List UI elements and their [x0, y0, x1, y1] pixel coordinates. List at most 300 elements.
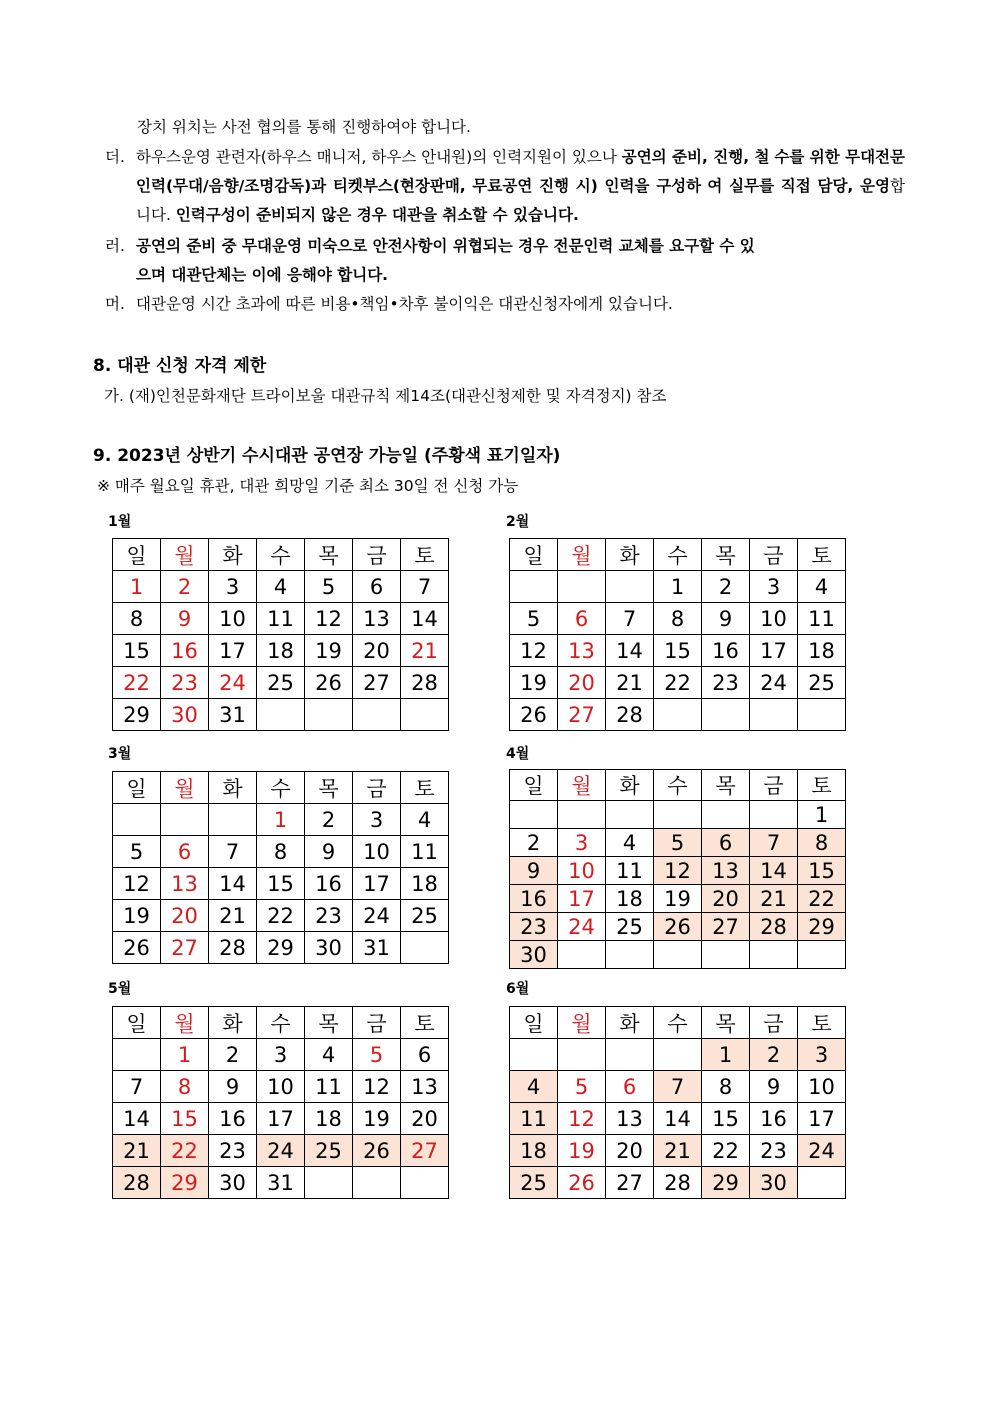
calendar-week-row	[113, 1135, 449, 1167]
section8-heading: 8. 대관 신청 자격 제한	[93, 356, 267, 376]
calendar-day: 4	[257, 571, 305, 603]
calendar-week-row	[510, 1103, 846, 1135]
calendar-week-row	[510, 699, 846, 731]
calendar-empty-cell	[510, 1039, 558, 1071]
calendar-day: 28	[113, 1167, 161, 1199]
calendar-apr	[509, 769, 846, 969]
item-meo-text: 대관운영 시간 초과에 따른 비용•책임•차후 불이익은 대관신청자에게 있습니다.	[136, 295, 673, 313]
calendar-day: 11	[798, 603, 846, 635]
calendar-day: 16	[510, 885, 558, 913]
calendar-day: 14	[606, 635, 654, 667]
calendar-day: 31	[209, 699, 257, 731]
calendar-empty-cell	[558, 941, 606, 969]
calendar-empty-cell	[401, 699, 449, 731]
weekday-header: 토	[401, 1007, 449, 1039]
calendar-empty-cell	[353, 1167, 401, 1199]
calendar-day: 14	[113, 1103, 161, 1135]
calendar-empty-cell	[257, 699, 305, 731]
calendar-day: 9	[305, 836, 353, 868]
calendar-day: 31	[257, 1167, 305, 1199]
calendar-day: 12	[353, 1071, 401, 1103]
calendar-day: 19	[113, 900, 161, 932]
calendar-day: 25	[401, 900, 449, 932]
weekday-header: 일	[113, 539, 161, 571]
calendar-day: 3	[558, 829, 606, 857]
item-deo-seg3: 수를 위한 무대전문인력(무대/음향/조명감독)과 티켓부스(현장판매, 무료공연 진행 시) 인력을 구성하	[136, 148, 905, 195]
calendar-day: 21	[113, 1135, 161, 1167]
calendar-day: 17	[558, 885, 606, 913]
calendar-day: 1	[654, 571, 702, 603]
calendar-day: 24	[558, 913, 606, 941]
calendar-day: 7	[606, 603, 654, 635]
calendar-day: 22	[113, 667, 161, 699]
calendar-day: 19	[654, 885, 702, 913]
calendar-day: 19	[558, 1135, 606, 1167]
calendar-day: 16	[209, 1103, 257, 1135]
weekday-header: 금	[353, 1007, 401, 1039]
calendar-day: 20	[606, 1135, 654, 1167]
calendar-week-row	[510, 1135, 846, 1167]
calendar-day: 8	[798, 829, 846, 857]
calendar-day: 5	[113, 836, 161, 868]
calendar-day: 27	[353, 667, 401, 699]
calendar-week-row	[510, 571, 846, 603]
calendar-week-row	[113, 932, 449, 964]
calendar-week-row	[510, 667, 846, 699]
calendar-day: 13	[401, 1071, 449, 1103]
calendar-day: 12	[113, 868, 161, 900]
calendar-day: 30	[750, 1167, 798, 1199]
item-reo-line1: 공연의 준비 중 무대운영 미숙으로 안전사항이 위협되는 경우 전문인력 교체를 요구할 수 있	[136, 237, 755, 255]
calendar-day: 26	[558, 1167, 606, 1199]
calendar-empty-cell	[209, 804, 257, 836]
calendar-day: 18	[257, 635, 305, 667]
calendar-day: 20	[558, 667, 606, 699]
calendar-day: 28	[401, 667, 449, 699]
weekday-header: 토	[401, 772, 449, 804]
calendar-empty-cell	[750, 801, 798, 829]
calendar-week-row	[510, 885, 846, 913]
calendar-empty-cell	[654, 941, 702, 969]
item-deo-seg2: 공연의 준비, 진행, 철	[621, 148, 770, 166]
calendar-day: 12	[654, 857, 702, 885]
item-meo	[105, 290, 905, 319]
calendar-week-row	[510, 1039, 846, 1071]
calendar-day: 12	[305, 603, 353, 635]
calendar-day: 23	[702, 667, 750, 699]
calendar-day: 20	[702, 885, 750, 913]
weekday-header: 일	[510, 1007, 558, 1039]
calendar-may	[112, 1006, 449, 1199]
calendar-day: 1	[113, 571, 161, 603]
calendar-day: 8	[113, 603, 161, 635]
weekday-header: 월	[558, 770, 606, 801]
weekday-header: 화	[606, 539, 654, 571]
calendar-day: 29	[257, 932, 305, 964]
weekday-header: 월	[558, 1007, 606, 1039]
calendar-week-row	[510, 801, 846, 829]
calendar-week-row	[510, 603, 846, 635]
calendar-empty-cell	[113, 1039, 161, 1071]
calendar-empty-cell	[558, 1039, 606, 1071]
calendar-day: 21	[209, 900, 257, 932]
calendar-day: 20	[401, 1103, 449, 1135]
calendar-mar	[112, 771, 449, 964]
calendar-day: 31	[353, 932, 401, 964]
calendar-week-row	[510, 941, 846, 969]
calendar-week-row	[113, 836, 449, 868]
weekday-header: 토	[798, 1007, 846, 1039]
calendar-day: 7	[654, 1071, 702, 1103]
calendar-day: 15	[113, 635, 161, 667]
month-label-jan: 1월	[108, 514, 132, 530]
calendar-day: 7	[401, 571, 449, 603]
calendar-day: 4	[305, 1039, 353, 1071]
continuation-line: 장치 위치는 사전 협의를 통해 진행하여야 합니다.	[137, 118, 471, 136]
calendar-day: 22	[702, 1135, 750, 1167]
item-deo-seg1: 하우스운영 관련자(하우스 매니저, 하우스 안내원)의 인력지원이 있으나	[136, 148, 622, 166]
calendar-empty-cell	[510, 571, 558, 603]
calendar-jan	[112, 538, 449, 731]
calendar-day: 2	[209, 1039, 257, 1071]
calendar-week-row	[113, 1167, 449, 1199]
calendar-empty-cell	[606, 1039, 654, 1071]
weekday-header: 금	[750, 1007, 798, 1039]
calendar-day: 19	[510, 667, 558, 699]
calendar-day: 5	[654, 829, 702, 857]
calendar-day: 12	[510, 635, 558, 667]
calendar-day: 4	[606, 829, 654, 857]
weekday-header: 토	[401, 539, 449, 571]
calendar-day: 9	[750, 1071, 798, 1103]
calendar-week-row	[510, 1071, 846, 1103]
calendar-day: 6	[161, 836, 209, 868]
calendar-day: 28	[209, 932, 257, 964]
calendar-day: 14	[750, 857, 798, 885]
calendar-day: 15	[654, 635, 702, 667]
calendar-empty-cell	[606, 941, 654, 969]
calendar-day: 26	[113, 932, 161, 964]
calendar-day: 17	[750, 635, 798, 667]
section9-note: ※ 매주 월요일 휴관, 대관 희망일 기준 최소 30일 전 신청 가능	[97, 477, 519, 495]
calendar-day: 21	[750, 885, 798, 913]
calendar-day: 23	[305, 900, 353, 932]
calendar-week-row	[510, 857, 846, 885]
calendar-empty-cell	[606, 571, 654, 603]
calendar-day: 22	[798, 885, 846, 913]
calendar-day: 27	[606, 1167, 654, 1199]
calendar-day: 14	[209, 868, 257, 900]
calendar-day: 15	[798, 857, 846, 885]
calendar-feb	[509, 538, 846, 731]
calendar-day: 13	[353, 603, 401, 635]
calendar-week-row	[510, 635, 846, 667]
calendar-day: 30	[161, 699, 209, 731]
calendar-day: 5	[558, 1071, 606, 1103]
item-deo	[105, 143, 905, 230]
weekday-header: 목	[305, 539, 353, 571]
month-label-apr: 4월	[506, 746, 530, 762]
calendar-empty-cell	[558, 801, 606, 829]
item-reo-marker: 러.	[105, 237, 125, 255]
calendar-day: 29	[161, 1167, 209, 1199]
calendar-day: 27	[401, 1135, 449, 1167]
calendar-day: 24	[209, 667, 257, 699]
calendar-day: 4	[510, 1071, 558, 1103]
calendar-day: 6	[401, 1039, 449, 1071]
calendar-week-row	[113, 1103, 449, 1135]
calendar-day: 4	[401, 804, 449, 836]
calendar-day: 13	[606, 1103, 654, 1135]
weekday-header: 수	[257, 539, 305, 571]
item-deo-marker: 더.	[105, 148, 125, 166]
calendar-day: 20	[161, 900, 209, 932]
calendar-empty-cell	[798, 941, 846, 969]
calendar-day: 11	[257, 603, 305, 635]
calendar-day: 4	[798, 571, 846, 603]
weekday-header: 수	[257, 1007, 305, 1039]
calendar-day: 16	[305, 868, 353, 900]
calendar-day: 23	[750, 1135, 798, 1167]
calendar-day: 3	[798, 1039, 846, 1071]
calendar-day: 18	[798, 635, 846, 667]
calendar-day: 6	[606, 1071, 654, 1103]
weekday-header: 금	[750, 770, 798, 801]
item-deo-seg4: 여 실무를 직접 담당, 운영	[707, 177, 891, 195]
calendar-week-row	[113, 868, 449, 900]
calendar-day: 15	[702, 1103, 750, 1135]
calendar-day: 8	[161, 1071, 209, 1103]
calendar-day: 12	[558, 1103, 606, 1135]
calendar-day: 24	[798, 1135, 846, 1167]
calendar-day: 18	[606, 885, 654, 913]
calendar-week-row	[510, 913, 846, 941]
calendar-day: 17	[209, 635, 257, 667]
calendar-day: 7	[750, 829, 798, 857]
weekday-header: 목	[305, 772, 353, 804]
weekday-header: 금	[750, 539, 798, 571]
calendar-day: 15	[161, 1103, 209, 1135]
calendar-week-row	[113, 603, 449, 635]
calendar-day: 10	[558, 857, 606, 885]
weekday-header: 목	[702, 539, 750, 571]
calendar-day: 11	[401, 836, 449, 868]
calendar-day: 24	[257, 1135, 305, 1167]
calendar-day: 8	[654, 603, 702, 635]
calendar-day: 5	[510, 603, 558, 635]
calendar-empty-cell	[353, 699, 401, 731]
calendar-day: 27	[161, 932, 209, 964]
calendar-day: 2	[510, 829, 558, 857]
calendar-day: 3	[750, 571, 798, 603]
month-label-feb: 2월	[506, 514, 530, 530]
calendar-day: 8	[257, 836, 305, 868]
calendar-day: 9	[510, 857, 558, 885]
calendar-empty-cell	[798, 1167, 846, 1199]
calendar-day: 17	[353, 868, 401, 900]
calendar-day: 29	[113, 699, 161, 731]
calendar-day: 5	[353, 1039, 401, 1071]
item-meo-marker: 머.	[105, 295, 125, 313]
calendar-week-row	[510, 829, 846, 857]
weekday-header: 화	[606, 770, 654, 801]
calendar-day: 2	[702, 571, 750, 603]
calendar-day: 15	[257, 868, 305, 900]
calendar-week-row	[113, 900, 449, 932]
calendar-day: 2	[750, 1039, 798, 1071]
calendar-week-row	[510, 1167, 846, 1199]
weekday-header: 월	[161, 772, 209, 804]
weekday-header: 화	[209, 1007, 257, 1039]
calendar-day: 23	[209, 1135, 257, 1167]
calendar-day: 16	[161, 635, 209, 667]
calendar-day: 13	[161, 868, 209, 900]
calendar-day: 17	[257, 1103, 305, 1135]
weekday-header: 일	[510, 539, 558, 571]
weekday-header: 목	[702, 770, 750, 801]
calendar-day: 20	[353, 635, 401, 667]
weekday-header: 수	[654, 1007, 702, 1039]
calendar-day: 1	[257, 804, 305, 836]
calendar-day: 26	[353, 1135, 401, 1167]
calendar-day: 24	[750, 667, 798, 699]
calendar-day: 29	[798, 913, 846, 941]
weekday-header: 목	[702, 1007, 750, 1039]
calendar-day: 11	[510, 1103, 558, 1135]
calendar-day: 16	[750, 1103, 798, 1135]
calendar-day: 25	[257, 667, 305, 699]
item-deo-seg6: 인력구성이 준비되지 않은 경우 대관을 취소할 수 있습니다.	[175, 206, 579, 224]
calendar-week-row	[113, 1039, 449, 1071]
weekday-header: 수	[654, 770, 702, 801]
calendar-empty-cell	[510, 801, 558, 829]
calendar-day: 27	[702, 913, 750, 941]
calendar-day: 6	[353, 571, 401, 603]
calendar-day: 1	[798, 801, 846, 829]
calendar-day: 3	[257, 1039, 305, 1071]
calendar-day: 26	[654, 913, 702, 941]
weekday-header: 금	[353, 772, 401, 804]
calendar-day: 22	[161, 1135, 209, 1167]
calendar-week-row	[113, 667, 449, 699]
calendar-day: 9	[702, 603, 750, 635]
calendar-day: 29	[702, 1167, 750, 1199]
month-label-may: 5월	[108, 981, 132, 997]
calendar-empty-cell	[702, 801, 750, 829]
calendar-day: 18	[305, 1103, 353, 1135]
calendar-day: 1	[161, 1039, 209, 1071]
calendar-day: 30	[510, 941, 558, 969]
calendar-empty-cell	[654, 801, 702, 829]
weekday-header: 월	[558, 539, 606, 571]
calendar-day: 10	[257, 1071, 305, 1103]
calendar-day: 17	[798, 1103, 846, 1135]
calendar-day: 28	[606, 699, 654, 731]
calendar-day: 18	[401, 868, 449, 900]
calendar-day: 19	[353, 1103, 401, 1135]
calendar-day: 9	[161, 603, 209, 635]
calendar-day: 10	[750, 603, 798, 635]
calendar-day: 14	[654, 1103, 702, 1135]
weekday-header: 목	[305, 1007, 353, 1039]
calendar-empty-cell	[161, 804, 209, 836]
calendar-day: 25	[798, 667, 846, 699]
calendar-day: 26	[305, 667, 353, 699]
calendar-day: 14	[401, 603, 449, 635]
weekday-header: 월	[161, 539, 209, 571]
calendar-day: 8	[702, 1071, 750, 1103]
month-label-jun: 6월	[506, 981, 530, 997]
calendar-day: 2	[305, 804, 353, 836]
calendar-week-row	[113, 804, 449, 836]
calendar-day: 11	[305, 1071, 353, 1103]
calendar-day: 24	[353, 900, 401, 932]
calendar-day: 25	[510, 1167, 558, 1199]
section9-heading: 9. 2023년 상반기 수시대관 공연장 가능일 (주황색 표기일자)	[93, 446, 561, 466]
calendar-day: 10	[353, 836, 401, 868]
calendar-day: 23	[510, 913, 558, 941]
calendar-day: 25	[305, 1135, 353, 1167]
calendar-day: 16	[702, 635, 750, 667]
calendar-empty-cell	[305, 699, 353, 731]
weekday-header: 토	[798, 539, 846, 571]
calendar-empty-cell	[702, 699, 750, 731]
calendar-empty-cell	[401, 1167, 449, 1199]
calendar-day: 30	[209, 1167, 257, 1199]
calendar-day: 6	[558, 603, 606, 635]
calendar-empty-cell	[558, 571, 606, 603]
calendar-empty-cell	[702, 941, 750, 969]
month-label-mar: 3월	[108, 746, 132, 762]
calendar-day: 7	[113, 1071, 161, 1103]
weekday-header: 수	[654, 539, 702, 571]
calendar-day: 21	[401, 635, 449, 667]
calendar-day: 22	[654, 667, 702, 699]
weekday-header: 월	[161, 1007, 209, 1039]
calendar-day: 6	[702, 829, 750, 857]
calendar-day: 19	[305, 635, 353, 667]
weekday-header: 금	[353, 539, 401, 571]
calendar-week-row	[113, 1071, 449, 1103]
calendar-empty-cell	[606, 801, 654, 829]
calendar-week-row	[113, 571, 449, 603]
calendar-empty-cell	[654, 1039, 702, 1071]
calendar-day: 11	[606, 857, 654, 885]
weekday-header: 화	[209, 539, 257, 571]
calendar-day: 26	[510, 699, 558, 731]
calendar-empty-cell	[798, 699, 846, 731]
weekday-header: 화	[209, 772, 257, 804]
calendar-day: 27	[558, 699, 606, 731]
calendar-day: 21	[606, 667, 654, 699]
calendar-day: 10	[798, 1071, 846, 1103]
calendar-empty-cell	[113, 804, 161, 836]
calendar-day: 28	[750, 913, 798, 941]
weekday-header: 일	[113, 772, 161, 804]
calendar-day: 9	[209, 1071, 257, 1103]
calendar-jun	[509, 1006, 846, 1199]
calendar-day: 2	[161, 571, 209, 603]
calendar-day: 25	[606, 913, 654, 941]
calendar-empty-cell	[750, 941, 798, 969]
calendar-day: 5	[305, 571, 353, 603]
calendar-day: 1	[702, 1039, 750, 1071]
calendar-day: 3	[209, 571, 257, 603]
weekday-header: 화	[606, 1007, 654, 1039]
item-reo	[105, 232, 905, 290]
weekday-header: 일	[113, 1007, 161, 1039]
section8-item: 가. (재)인천문화재단 트라이보울 대관규칙 제14조(대관신청제한 및 자격정지) 참조	[104, 387, 667, 405]
